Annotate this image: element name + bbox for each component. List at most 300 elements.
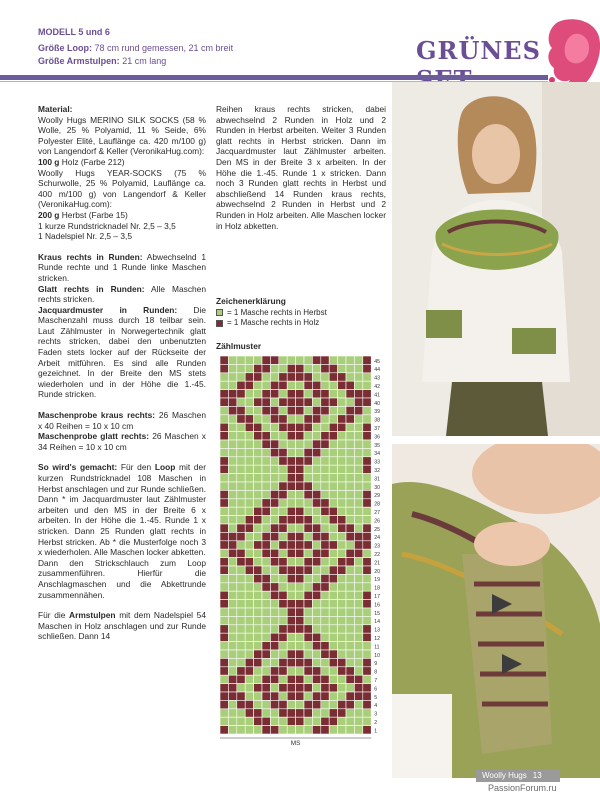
chart-cell bbox=[321, 625, 329, 633]
chart-cell bbox=[237, 457, 245, 465]
chart-cell bbox=[296, 474, 304, 482]
chart-cell bbox=[270, 616, 278, 624]
chart-cell bbox=[346, 356, 354, 364]
chart-cell bbox=[245, 675, 253, 683]
chart-cell bbox=[312, 591, 320, 599]
chart-cell bbox=[321, 423, 329, 431]
row-number-label: 10 bbox=[374, 652, 380, 659]
chart-cell bbox=[363, 574, 371, 582]
chart-cell bbox=[287, 532, 295, 540]
chart-cell bbox=[296, 608, 304, 616]
chart-cell bbox=[346, 616, 354, 624]
chart-cell bbox=[304, 549, 312, 557]
chart-cell bbox=[287, 667, 295, 675]
chart-cell bbox=[312, 406, 320, 414]
chart-cell bbox=[228, 650, 236, 658]
chart-cell bbox=[220, 650, 228, 658]
chart-cell bbox=[338, 364, 346, 372]
chart-cell bbox=[304, 432, 312, 440]
chart-cell bbox=[228, 440, 236, 448]
chart-cell bbox=[338, 558, 346, 566]
chart-cell bbox=[296, 499, 304, 507]
model-label: MODELL 5 und 6 bbox=[38, 27, 110, 37]
chart-cell bbox=[346, 549, 354, 557]
chart-cell bbox=[346, 482, 354, 490]
chart-cell bbox=[270, 432, 278, 440]
chart-cell bbox=[329, 642, 337, 650]
chart-cell bbox=[220, 490, 228, 498]
chart-cell bbox=[270, 692, 278, 700]
chart-cell bbox=[287, 356, 295, 364]
chart-cell bbox=[287, 482, 295, 490]
chart-cell bbox=[262, 356, 270, 364]
chart-cell bbox=[321, 692, 329, 700]
chart-cell bbox=[329, 507, 337, 515]
chart-cell bbox=[270, 482, 278, 490]
chart-cell bbox=[304, 633, 312, 641]
chart-cell bbox=[312, 373, 320, 381]
chart-cell bbox=[363, 667, 371, 675]
chart-cell bbox=[296, 726, 304, 734]
chart-cell bbox=[220, 398, 228, 406]
chart-cell bbox=[279, 574, 287, 582]
chart-cell bbox=[338, 566, 346, 574]
chart-cell bbox=[287, 507, 295, 515]
chart-cell bbox=[287, 675, 295, 683]
chart-cell bbox=[346, 406, 354, 414]
row-number-label: 20 bbox=[374, 568, 380, 575]
row-number-label: 37 bbox=[374, 426, 380, 432]
chart-cell bbox=[220, 381, 228, 389]
chart-cell bbox=[279, 423, 287, 431]
chart-cell bbox=[287, 684, 295, 692]
row-number-label: 42 bbox=[374, 384, 380, 390]
chart-cell bbox=[338, 490, 346, 498]
chart-cell bbox=[312, 432, 320, 440]
chart-cell bbox=[338, 465, 346, 473]
chart-cell bbox=[228, 457, 236, 465]
chart-cell bbox=[338, 625, 346, 633]
chart-cell bbox=[254, 709, 262, 717]
chart-cell bbox=[363, 608, 371, 616]
chart-cell bbox=[254, 717, 262, 725]
chart-cell bbox=[237, 684, 245, 692]
chart-cell bbox=[363, 448, 371, 456]
chart-cell bbox=[321, 642, 329, 650]
chart-cell bbox=[245, 541, 253, 549]
chart-cell bbox=[279, 583, 287, 591]
chart-cell bbox=[304, 658, 312, 666]
chart-cell bbox=[254, 474, 262, 482]
chart-cell bbox=[296, 650, 304, 658]
chart-cell bbox=[363, 482, 371, 490]
chart-cell bbox=[346, 633, 354, 641]
chart-cell bbox=[270, 423, 278, 431]
row-number-label: 7 bbox=[374, 678, 378, 684]
chart-cell bbox=[312, 474, 320, 482]
chart-cell bbox=[329, 600, 337, 608]
chart-cell bbox=[354, 516, 362, 524]
chart-cell bbox=[354, 608, 362, 616]
row-number-label: 35 bbox=[374, 442, 380, 449]
chart-cell bbox=[321, 558, 329, 566]
chart-cell bbox=[312, 381, 320, 389]
row-number-label: 25 bbox=[374, 526, 380, 533]
chart-cell bbox=[220, 532, 228, 540]
chart-cell bbox=[228, 717, 236, 725]
chart-cell bbox=[363, 549, 371, 557]
chart-cell bbox=[220, 658, 228, 666]
chart-cell bbox=[220, 667, 228, 675]
chart-cell bbox=[245, 616, 253, 624]
chart-cell bbox=[245, 650, 253, 658]
chart-cell bbox=[296, 667, 304, 675]
chart-cell bbox=[312, 482, 320, 490]
chart-cell bbox=[237, 591, 245, 599]
chart-cell bbox=[296, 633, 304, 641]
chart-cell bbox=[346, 608, 354, 616]
chart-cell bbox=[262, 650, 270, 658]
chart-cell bbox=[296, 675, 304, 683]
chart-cell bbox=[245, 633, 253, 641]
chart-cell bbox=[304, 558, 312, 566]
chart-cell bbox=[329, 658, 337, 666]
chart-cell bbox=[312, 625, 320, 633]
chart-cell bbox=[220, 465, 228, 473]
chart-cell bbox=[287, 541, 295, 549]
chart-cell bbox=[245, 600, 253, 608]
chart-cell bbox=[220, 600, 228, 608]
chart-cell bbox=[220, 482, 228, 490]
chart-cell bbox=[329, 532, 337, 540]
chart-cell bbox=[296, 532, 304, 540]
chart-cell bbox=[262, 600, 270, 608]
chart-cell bbox=[338, 608, 346, 616]
chart-cell bbox=[270, 474, 278, 482]
chart-cell bbox=[279, 524, 287, 532]
chart-cell bbox=[262, 474, 270, 482]
chart-cell bbox=[296, 709, 304, 717]
chart-cell bbox=[287, 709, 295, 717]
chart-cell bbox=[262, 717, 270, 725]
chart-cell bbox=[270, 356, 278, 364]
chart-cell bbox=[338, 675, 346, 683]
chart-cell bbox=[354, 667, 362, 675]
chart-cell bbox=[346, 600, 354, 608]
chart-cell bbox=[287, 457, 295, 465]
chart-cell bbox=[270, 516, 278, 524]
row-number-label: 2 bbox=[374, 720, 378, 726]
chart-cell bbox=[254, 549, 262, 557]
chart-cell bbox=[321, 390, 329, 398]
chart-cell bbox=[228, 591, 236, 599]
chart-cell bbox=[354, 549, 362, 557]
chart-cell bbox=[228, 633, 236, 641]
chart-cell bbox=[304, 566, 312, 574]
chart-cell bbox=[262, 566, 270, 574]
chart-cell bbox=[287, 608, 295, 616]
chart-cell bbox=[237, 524, 245, 532]
chart-cell bbox=[329, 406, 337, 414]
chart-cell bbox=[245, 381, 253, 389]
chart-cell bbox=[228, 524, 236, 532]
chart-cell bbox=[245, 465, 253, 473]
chart-cell bbox=[312, 726, 320, 734]
armstulpen-continued: Reihen kraus rechts stricken, dabei abwechselnd 2 Runden in Holz und 2 Runden in Herbst arbeiten. Weiter 3 Runden glatt rechts in Herbst stricken. Dann im Jacquardmuster laut Zählmuster arbeiten. Den MS in der Breite 3 x arbeiten. In der Höhe die 1.-45. Runde 1 x stricken. Dann noch 3 Runden glatt rechts in Herbst und abschließend 14 Runden kraus rechts, abwechselnd 2 Runden in Herbst und 2 Runden in Holz arbeiten. Alle Maschen locker in Holz abketten. bbox=[216, 104, 386, 231]
chart-cell bbox=[254, 490, 262, 498]
chart-cell bbox=[262, 490, 270, 498]
chart-cell bbox=[228, 608, 236, 616]
chart-cell bbox=[245, 499, 253, 507]
chart-cell bbox=[254, 633, 262, 641]
chart-cell bbox=[321, 373, 329, 381]
chart-cell bbox=[254, 457, 262, 465]
chart-cell bbox=[287, 499, 295, 507]
chart-cell bbox=[312, 423, 320, 431]
chart-cell bbox=[338, 398, 346, 406]
chart-cell bbox=[254, 642, 262, 650]
chart-cell bbox=[354, 726, 362, 734]
row-number-label: 45 bbox=[374, 358, 380, 365]
chart-cell bbox=[279, 700, 287, 708]
chart-cell bbox=[304, 465, 312, 473]
chart-cell bbox=[346, 558, 354, 566]
chart-cell bbox=[287, 381, 295, 389]
chart-cell bbox=[228, 700, 236, 708]
chart-cell bbox=[279, 398, 287, 406]
chart-cell bbox=[363, 625, 371, 633]
chart-cell bbox=[346, 390, 354, 398]
chart-cell bbox=[287, 658, 295, 666]
chart-cell bbox=[338, 709, 346, 717]
chart-cell bbox=[237, 490, 245, 498]
chart-cell bbox=[220, 364, 228, 372]
chart-legend bbox=[216, 296, 386, 329]
chart-cell bbox=[346, 574, 354, 582]
chart-cell bbox=[287, 633, 295, 641]
chart-cell bbox=[304, 692, 312, 700]
chart-cell bbox=[338, 650, 346, 658]
chart-cell bbox=[279, 448, 287, 456]
chart-cell bbox=[346, 667, 354, 675]
chart-cell bbox=[346, 625, 354, 633]
chart-cell bbox=[262, 406, 270, 414]
chart-cell bbox=[363, 633, 371, 641]
chart-cell bbox=[321, 415, 329, 423]
chart-cell bbox=[321, 650, 329, 658]
chart-cell bbox=[237, 692, 245, 700]
chart-cell bbox=[321, 566, 329, 574]
chart-cell bbox=[270, 709, 278, 717]
chart-cell bbox=[254, 726, 262, 734]
chart-cell bbox=[220, 440, 228, 448]
chart-cell bbox=[321, 490, 329, 498]
chart-cell bbox=[354, 356, 362, 364]
chart-cell bbox=[270, 591, 278, 599]
chart-cell bbox=[254, 406, 262, 414]
chart-cell bbox=[321, 726, 329, 734]
chart-cell bbox=[346, 717, 354, 725]
chart-cell bbox=[329, 398, 337, 406]
chart-cell bbox=[220, 524, 228, 532]
chart-cell bbox=[237, 415, 245, 423]
chart-cell bbox=[304, 398, 312, 406]
chart-cell bbox=[312, 499, 320, 507]
chart-cell bbox=[296, 616, 304, 624]
chart-cell bbox=[346, 507, 354, 515]
chart-cell bbox=[228, 482, 236, 490]
chart-cell bbox=[237, 541, 245, 549]
chart-cell bbox=[296, 642, 304, 650]
chart-cell bbox=[363, 465, 371, 473]
chart-cell bbox=[245, 692, 253, 700]
chart-cell bbox=[296, 574, 304, 582]
chart-cell bbox=[237, 398, 245, 406]
chart-cell bbox=[237, 616, 245, 624]
chart-cell bbox=[346, 364, 354, 372]
chart-cell bbox=[296, 457, 304, 465]
chart-cell bbox=[237, 532, 245, 540]
chart-cell bbox=[338, 507, 346, 515]
chart-cell bbox=[312, 600, 320, 608]
chart-cell bbox=[245, 507, 253, 515]
chart-cell bbox=[321, 499, 329, 507]
chart-cell bbox=[363, 398, 371, 406]
chart-cell bbox=[279, 499, 287, 507]
chart-cell bbox=[245, 642, 253, 650]
chart-cell bbox=[296, 516, 304, 524]
chart-cell bbox=[329, 474, 337, 482]
chart-cell bbox=[270, 726, 278, 734]
footer-brand: Woolly Hugs bbox=[482, 771, 527, 780]
chart-cell bbox=[287, 591, 295, 599]
chart-cell bbox=[228, 600, 236, 608]
chart-cell bbox=[312, 415, 320, 423]
chart-cell bbox=[329, 549, 337, 557]
chart-cell bbox=[329, 650, 337, 658]
chart-cell bbox=[321, 541, 329, 549]
chart-cell bbox=[329, 356, 337, 364]
chart-cell bbox=[270, 364, 278, 372]
chart-cell bbox=[321, 549, 329, 557]
chart-cell bbox=[237, 667, 245, 675]
chart-cell bbox=[321, 532, 329, 540]
chart-cell bbox=[338, 440, 346, 448]
chart-cell bbox=[329, 566, 337, 574]
chart-cell bbox=[296, 398, 304, 406]
chart-cell bbox=[363, 591, 371, 599]
chart-cell bbox=[321, 633, 329, 641]
chart-cell bbox=[254, 524, 262, 532]
chart-cell bbox=[354, 642, 362, 650]
chart-cell bbox=[262, 465, 270, 473]
chart-cell bbox=[245, 574, 253, 582]
chart-cell bbox=[262, 625, 270, 633]
chart-cell bbox=[304, 381, 312, 389]
chart-cell bbox=[245, 432, 253, 440]
chart-cell bbox=[363, 616, 371, 624]
chart-cell bbox=[237, 499, 245, 507]
chart-cell bbox=[304, 650, 312, 658]
chart-cell bbox=[312, 583, 320, 591]
instructions-column-1 bbox=[38, 104, 206, 652]
chart-cell bbox=[354, 440, 362, 448]
chart-cell bbox=[245, 474, 253, 482]
row-number-label: 3 bbox=[374, 711, 378, 718]
chart-cell bbox=[220, 457, 228, 465]
chart-cell bbox=[329, 440, 337, 448]
chart-cell bbox=[354, 406, 362, 414]
chart-cell bbox=[220, 566, 228, 574]
chart-cell bbox=[279, 625, 287, 633]
chart-cell bbox=[346, 675, 354, 683]
chart-cell bbox=[254, 516, 262, 524]
chart-cell bbox=[254, 373, 262, 381]
chart-cell bbox=[254, 558, 262, 566]
chart-cell bbox=[228, 616, 236, 624]
chart-cell bbox=[312, 692, 320, 700]
chart-cell bbox=[262, 658, 270, 666]
chart-cell bbox=[321, 675, 329, 683]
chart-cell bbox=[245, 398, 253, 406]
chart-cell bbox=[312, 667, 320, 675]
chart-cell bbox=[270, 558, 278, 566]
chart-cell bbox=[363, 541, 371, 549]
chart-cell bbox=[262, 516, 270, 524]
chart-cell bbox=[245, 658, 253, 666]
chart-cell bbox=[354, 616, 362, 624]
chart-cell bbox=[279, 482, 287, 490]
chart-cell bbox=[304, 490, 312, 498]
chart-cell bbox=[296, 566, 304, 574]
chart-cell bbox=[279, 608, 287, 616]
chart-cell bbox=[228, 549, 236, 557]
chart-cell bbox=[354, 532, 362, 540]
chart-cell bbox=[346, 415, 354, 423]
chart-cell bbox=[363, 726, 371, 734]
chart-cell bbox=[338, 457, 346, 465]
chart-cell bbox=[287, 440, 295, 448]
chart-cell bbox=[354, 423, 362, 431]
chart-cell bbox=[245, 591, 253, 599]
legend-title: Zeichenerklärung bbox=[216, 296, 286, 306]
row-number-label: 33 bbox=[374, 459, 380, 466]
chart-cell bbox=[296, 700, 304, 708]
chart-cell bbox=[220, 558, 228, 566]
chart-cell bbox=[279, 381, 287, 389]
chart-cell bbox=[346, 692, 354, 700]
chart-cell bbox=[312, 574, 320, 582]
row-number-label: 21 bbox=[374, 560, 380, 567]
chart-cell bbox=[321, 381, 329, 389]
chart-cell bbox=[228, 390, 236, 398]
chart-cell bbox=[270, 406, 278, 414]
chart-cell bbox=[262, 457, 270, 465]
row-number-label: 13 bbox=[374, 627, 380, 634]
chart-cell bbox=[312, 524, 320, 532]
chart-cell bbox=[287, 549, 295, 557]
chart-cell bbox=[262, 432, 270, 440]
chart-cell bbox=[296, 432, 304, 440]
chart-cell bbox=[220, 423, 228, 431]
chart-cell bbox=[338, 448, 346, 456]
chart-cell bbox=[220, 516, 228, 524]
legend-item-holz: = 1 Masche rechts in Holz bbox=[216, 318, 386, 329]
chart-cell bbox=[363, 675, 371, 683]
chart-cell bbox=[270, 381, 278, 389]
chart-cell bbox=[220, 633, 228, 641]
chart-cell bbox=[228, 381, 236, 389]
